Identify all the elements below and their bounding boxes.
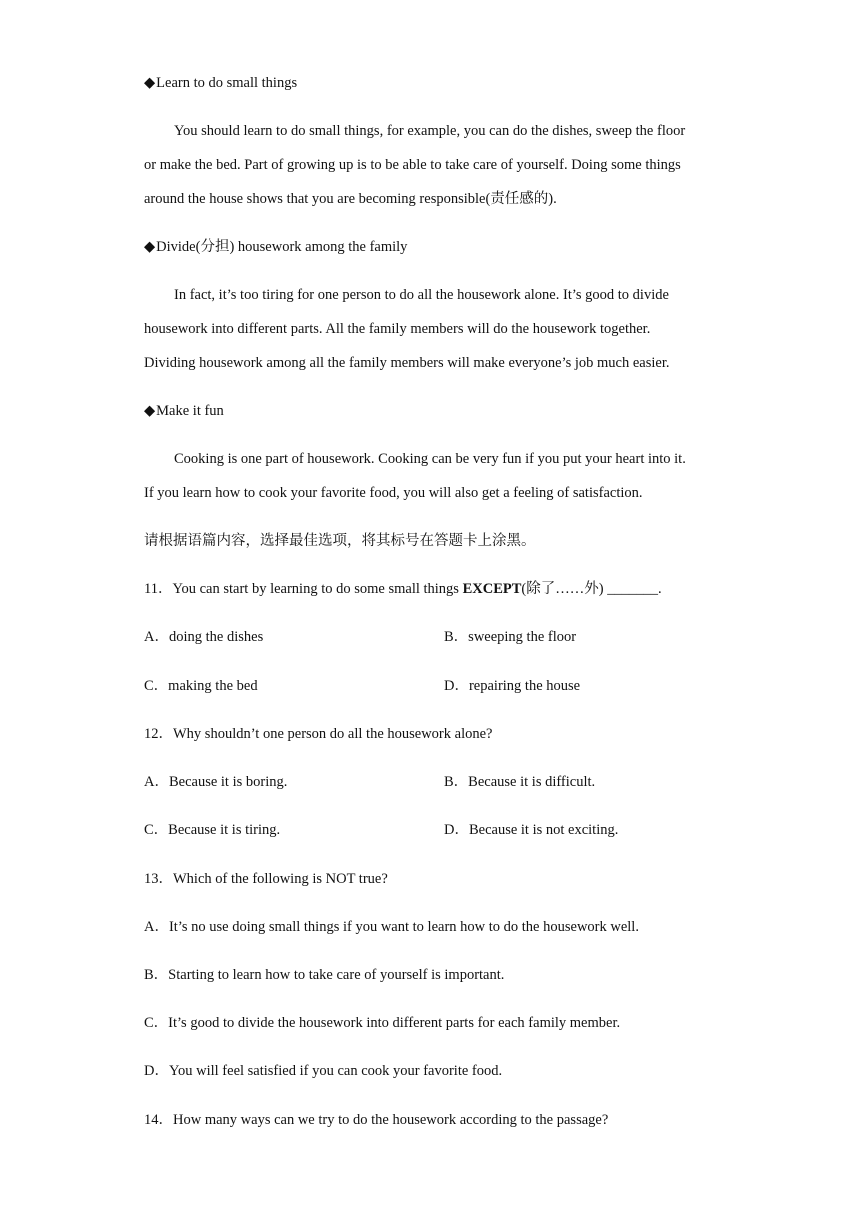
diamond-bullet-icon: ◆	[144, 75, 156, 91]
section-heading	[144, 402, 224, 420]
question-stem: 13．Which of the following is NOT true?	[144, 871, 388, 887]
section-heading-text: Make it fun	[156, 403, 224, 419]
instruction: 请根据语篇内容，选择最佳选项，将其标号在答题卡上涂黑。	[144, 533, 536, 549]
question-stem-emphasis: EXCEPT	[462, 581, 522, 597]
answer-option: B．Starting to learn how to take care of yourself is important.	[144, 967, 505, 983]
paragraph-line: In fact, it’s too tiring for one person to do all the housework alone. It’s good to divide	[174, 287, 669, 303]
paragraph-line: housework into different parts. All the family members will do the housework together.	[144, 321, 651, 337]
answer-option: B．Because it is difficult.	[444, 774, 596, 790]
answer-option: A．doing the dishes	[144, 629, 264, 645]
diamond-bullet-icon: ◆	[144, 239, 156, 255]
answer-option: D．repairing the house	[444, 678, 581, 694]
question-stem-text: (除了……外) _______.	[521, 581, 662, 597]
paragraph-line: Cooking is one part of housework. Cooking can be very fun if you put your heart into it.	[174, 451, 686, 467]
section-heading	[144, 74, 297, 92]
paragraph-line: You should learn to do small things, for example, you can do the dishes, sweep the floor	[174, 123, 686, 139]
answer-option: A．It’s no use doing small things if you want to learn how to do the housework well.	[144, 919, 639, 935]
answer-option: B．sweeping the floor	[444, 629, 577, 645]
paragraph-line: or make the bed. Part of growing up is to be able to take care of yourself. Doing some things	[144, 157, 681, 173]
paragraph-line: Dividing housework among all the family members will make everyone’s job much easier.	[144, 355, 670, 371]
question-stem-text: 11．You can start by learning to do some small things	[144, 581, 463, 597]
diamond-bullet-icon: ◆	[144, 403, 156, 419]
section-heading	[144, 238, 407, 256]
question-stem	[144, 580, 662, 598]
section-heading-text: Learn to do small things	[156, 75, 298, 91]
answer-option: D．Because it is not exciting.	[444, 822, 619, 838]
answer-option: C．It’s good to divide the housework into different parts for each family member.	[144, 1015, 621, 1031]
paragraph-line: around the house shows that you are becoming responsible(责任感的).	[144, 191, 557, 207]
question-stem: 12．Why shouldn’t one person do all the housework alone?	[144, 726, 493, 742]
answer-option: C．Because it is tiring.	[144, 822, 281, 838]
paragraph-line: If you learn how to cook your favorite food, you will also get a feeling of satisfaction.	[144, 485, 643, 501]
answer-option: C．making the bed	[144, 678, 258, 694]
answer-option: D．You will feel satisfied if you can cook your favorite food.	[144, 1063, 503, 1079]
question-stem: 14．How many ways can we try to do the housework according to the passage?	[144, 1112, 609, 1128]
section-heading-text: Divide(分担) housework among the family	[156, 239, 408, 255]
answer-option: A．Because it is boring.	[144, 774, 288, 790]
